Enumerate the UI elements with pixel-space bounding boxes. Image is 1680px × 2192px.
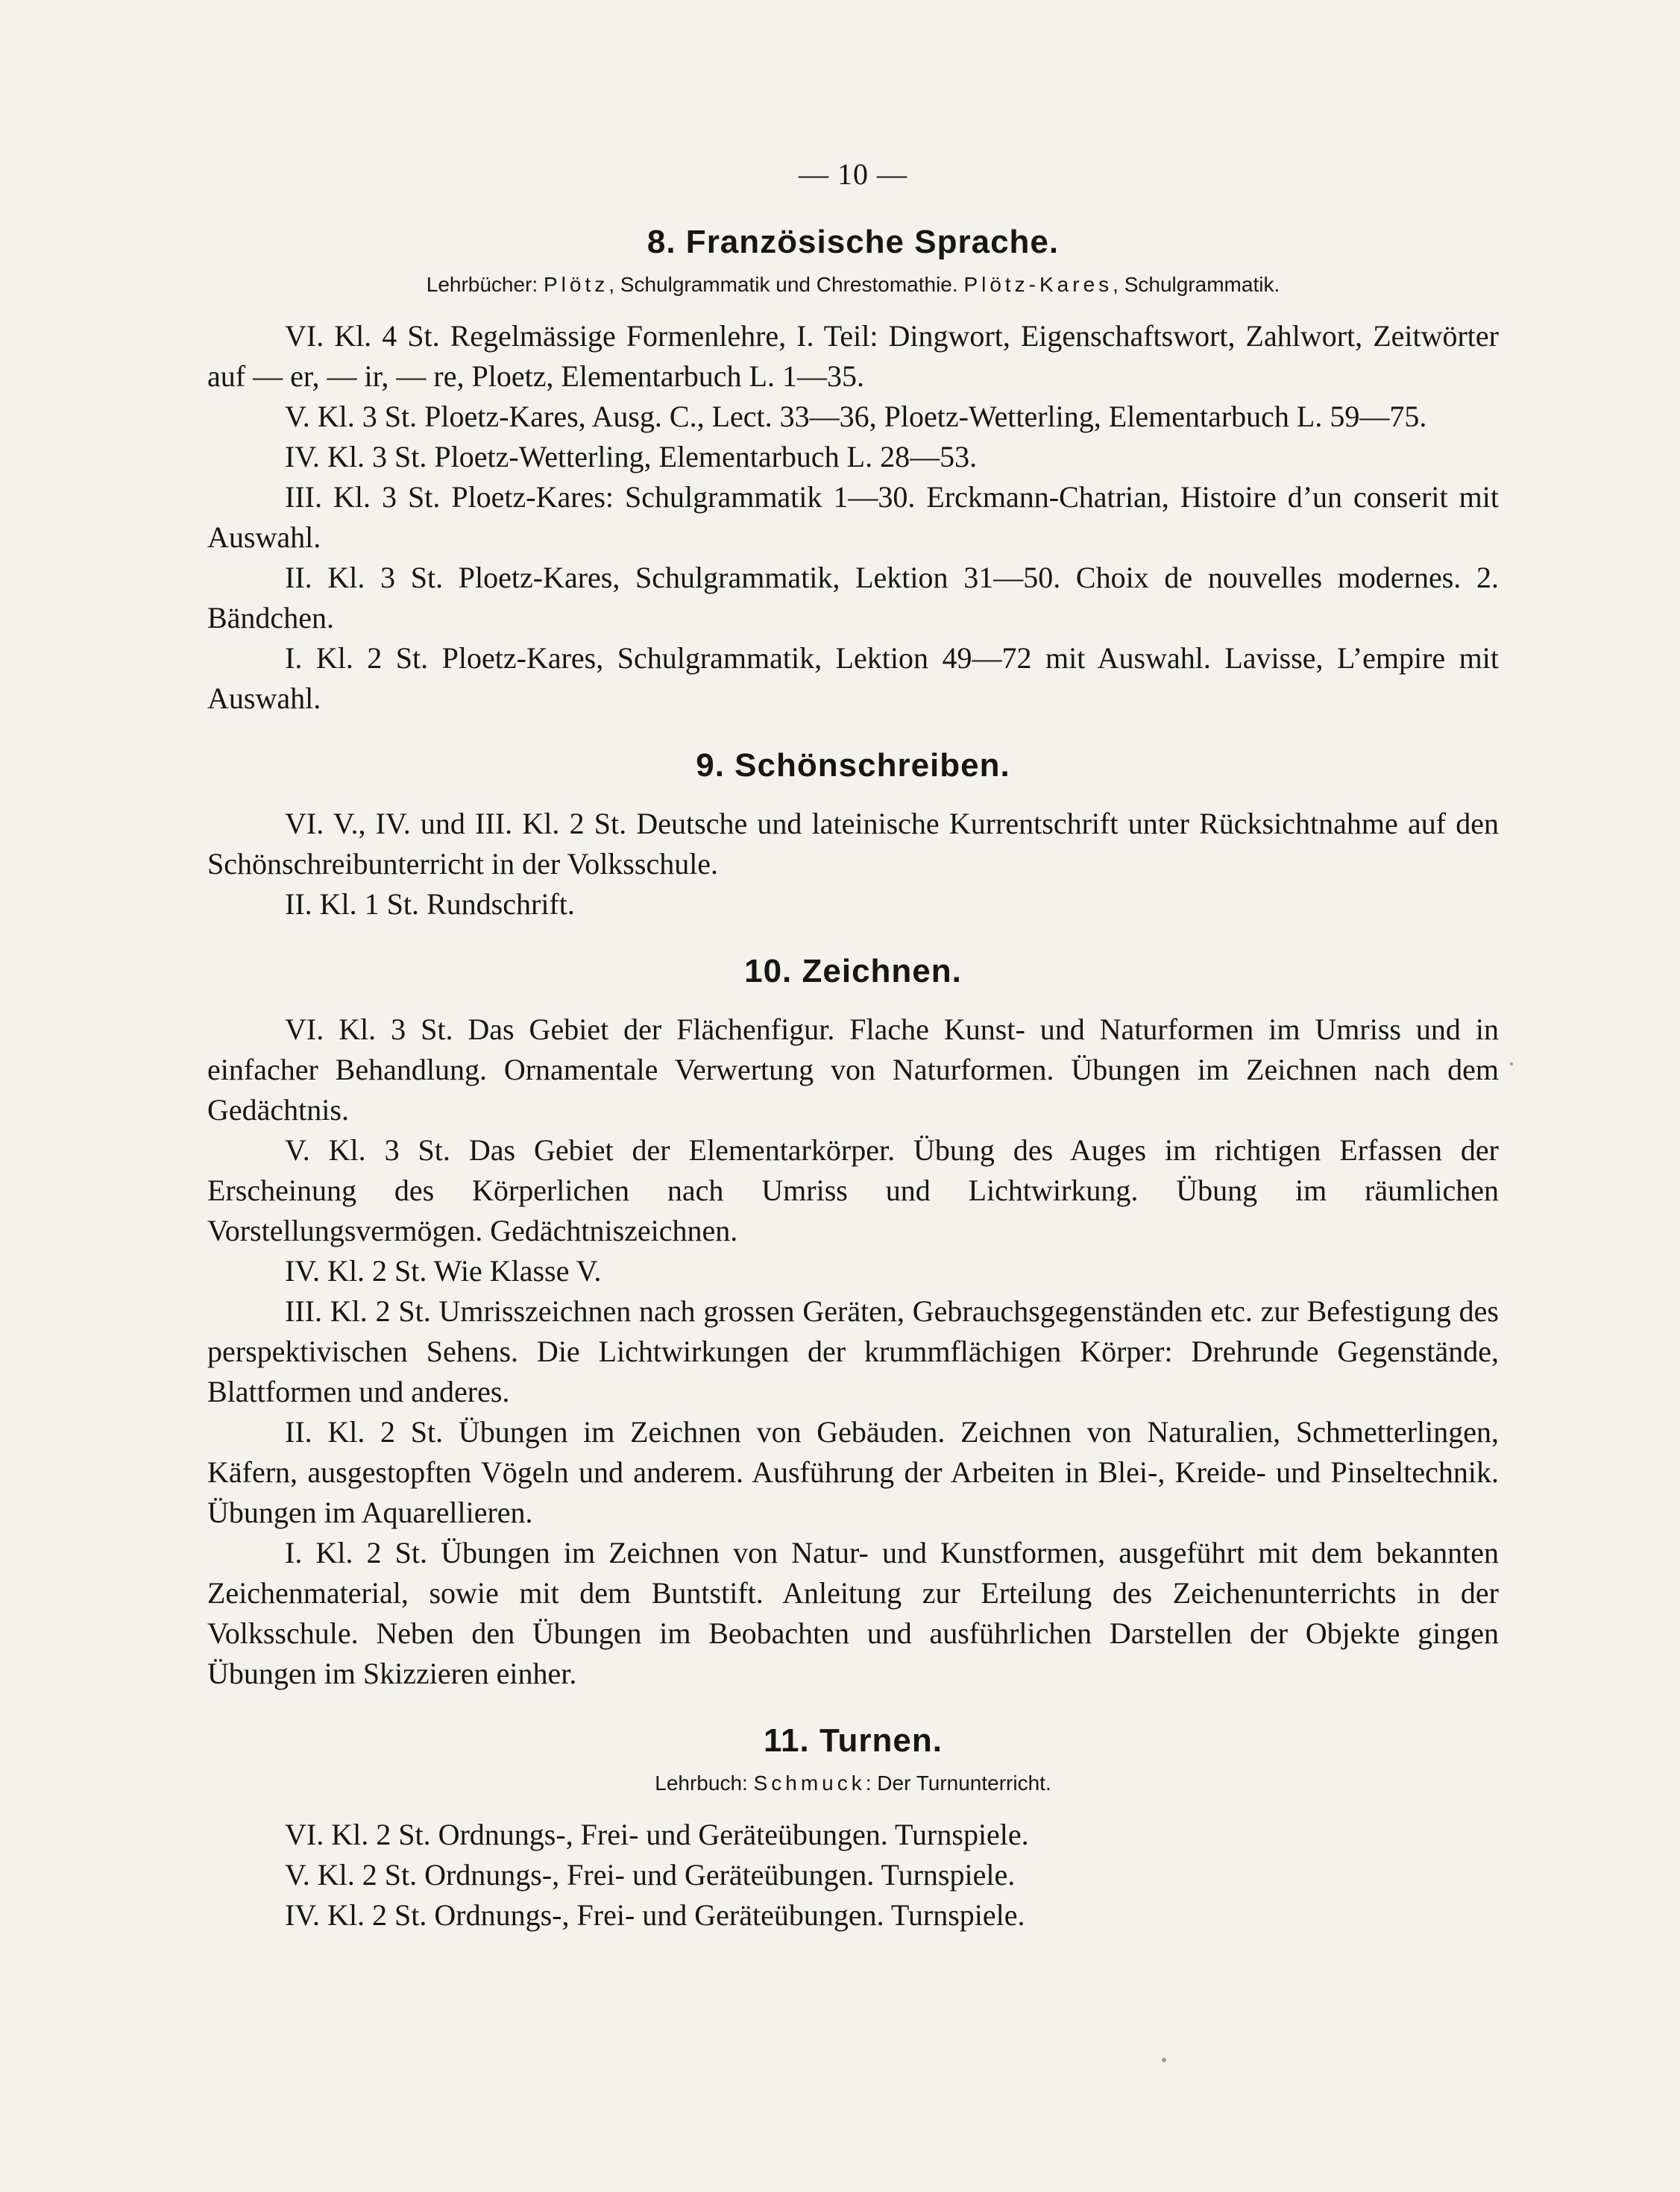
paragraph-french-vi: VI. Kl. 4 St. Regelmässige Formenlehre, I. Teil: Dingwort, Eigenschaftswort, Zahlwort, Zeitwörter auf — er, — ir, — re, Ploetz, Elementarbuch L. 1—35. — [207, 319, 1499, 393]
section-gymnastics — [207, 1719, 1499, 1936]
textbook-label: Lehrbücher: — [426, 273, 538, 296]
section-title-calligraphy: 9. Schönschreiben. — [696, 747, 1010, 784]
paragraph-gymnastics-vi: VI. Kl. 2 St. Ordnungs-, Frei- und Geräteübungen. Turnspiele. — [285, 1818, 1029, 1851]
textbook-author-ploetz: Plötz — [543, 273, 609, 296]
paragraph-french-ii: II. Kl. 3 St. Ploetz-Kares, Schulgrammatik, Lektion 31—50. Choix de nouvelles modernes. 2. Bändchen. — [207, 561, 1499, 634]
paper-speck — [1510, 1062, 1513, 1065]
section-title-gymnastics: 11. Turnen. — [763, 1722, 943, 1759]
section-drawing — [207, 950, 1499, 1694]
textbook-author-ploetz-kares: Plötz-Kares — [963, 273, 1113, 296]
paragraph-drawing-iv: IV. Kl. 2 St. Wie Klasse V. — [285, 1254, 602, 1288]
paragraph-french-i: I. Kl. 2 St. Ploetz-Kares, Schulgrammatik, Lektion 49—72 mit Auswahl. Lavisse, L’empire mit Auswahl. — [207, 641, 1499, 715]
textbook-line-gymnastics — [207, 1769, 1499, 1798]
paragraph-french-iii: III. Kl. 3 St. Ploetz-Kares: Schulgrammatik 1—30. Erckmann-Chatrian, Histoire d’un conserit mit Auswahl. — [207, 480, 1499, 554]
paragraph-drawing-v: V. Kl. 3 St. Das Gebiet der Elementarkörper. Übung des Auges im richtigen Erfassen der Erscheinung des Körperlichen nach Umriss und Lichtwirkung. Übung im räumlichen Vorstellungsvermögen. Gedächtniszeichnen. — [207, 1133, 1499, 1247]
paragraph-gymnastics-v: V. Kl. 2 St. Ordnungs-, Frei- und Geräteübungen. Turnspiele. — [285, 1858, 1016, 1892]
textbook-title-2: , Schulgrammatik. — [1113, 273, 1280, 296]
section-french — [207, 221, 1499, 719]
paragraph-french-iv: IV. Kl. 3 St. Ploetz-Wetterling, Elementarbuch L. 28—53. — [285, 440, 978, 473]
paragraph-drawing-i: I. Kl. 2 St. Übungen im Zeichnen von Natur- und Kunstformen, ausgeführt mit dem bekannten Zeichenmaterial, sowie mit dem Buntstift. Anleitung zur Erteilung des Zeichenunterrichts in der Volksschule. Neben den Übungen im Beobachten und ausführlichen Darstellen der Objekte gingen Übungen im Skizzieren einher. — [207, 1536, 1499, 1690]
textbook-label: Lehrbuch: — [655, 1771, 748, 1795]
paragraph-calligraphy-ii: II. Kl. 1 St. Rundschrift. — [285, 887, 575, 921]
textbook-title-1: , Schulgrammatik und Chrestomathie. — [608, 273, 964, 296]
textbook-line-french — [207, 270, 1499, 300]
paragraph-drawing-iii: III. Kl. 2 St. Umrisszeichnen nach grossen Geräten, Gebrauchsgegenständen etc. zur Befestigung des perspektivischen Sehens. Die Lichtwirkungen der krummflächigen Körper: Drehrunde Gegenstände, Blattformen und anderes. — [207, 1294, 1499, 1408]
section-title-french: 8. Französische Sprache. — [646, 224, 1060, 260]
textbook-title: : Der Turnunterricht. — [865, 1771, 1051, 1795]
section-title-drawing: 10. Zeichnen. — [744, 953, 962, 989]
paragraph-gymnastics-iv: IV. Kl. 2 St. Ordnungs-, Frei- und Geräteübungen. Turnspiele. — [285, 1898, 1025, 1932]
paragraph-drawing-ii: II. Kl. 2 St. Übungen im Zeichnen von Gebäuden. Zeichnen von Naturalien, Schmetterlingen, Käfern, ausgestopften Vögeln und anderem. Ausführung der Arbeiten in Blei-, Kreide- und Pinseltechnik. Übungen im Aquarellieren. — [207, 1415, 1499, 1529]
paper-speck — [1162, 2058, 1166, 2062]
paragraph-french-v: V. Kl. 3 St. Ploetz-Kares, Ausg. C., Lect. 33—36, Ploetz-Wetterling, Elementarbuch L. 59—75. — [285, 400, 1427, 433]
page-number: — 10 — — [799, 157, 907, 191]
paragraph-calligraphy-vi-iii: VI. V., IV. und III. Kl. 2 St. Deutsche und lateinische Kurrentschrift unter Rücksichtnahme auf den Schönschreibunterricht in der Volksschule. — [207, 807, 1499, 881]
textbook-author-schmuck: Schmuck — [753, 1771, 866, 1795]
section-calligraphy — [207, 744, 1499, 925]
paragraph-drawing-vi: VI. Kl. 3 St. Das Gebiet der Flächenfigur. Flache Kunst- und Naturformen im Umriss und in einfacher Behandlung. Ornamentale Verwertung von Naturformen. Übungen im Zeichnen nach dem Gedächtnis. — [207, 1012, 1499, 1127]
